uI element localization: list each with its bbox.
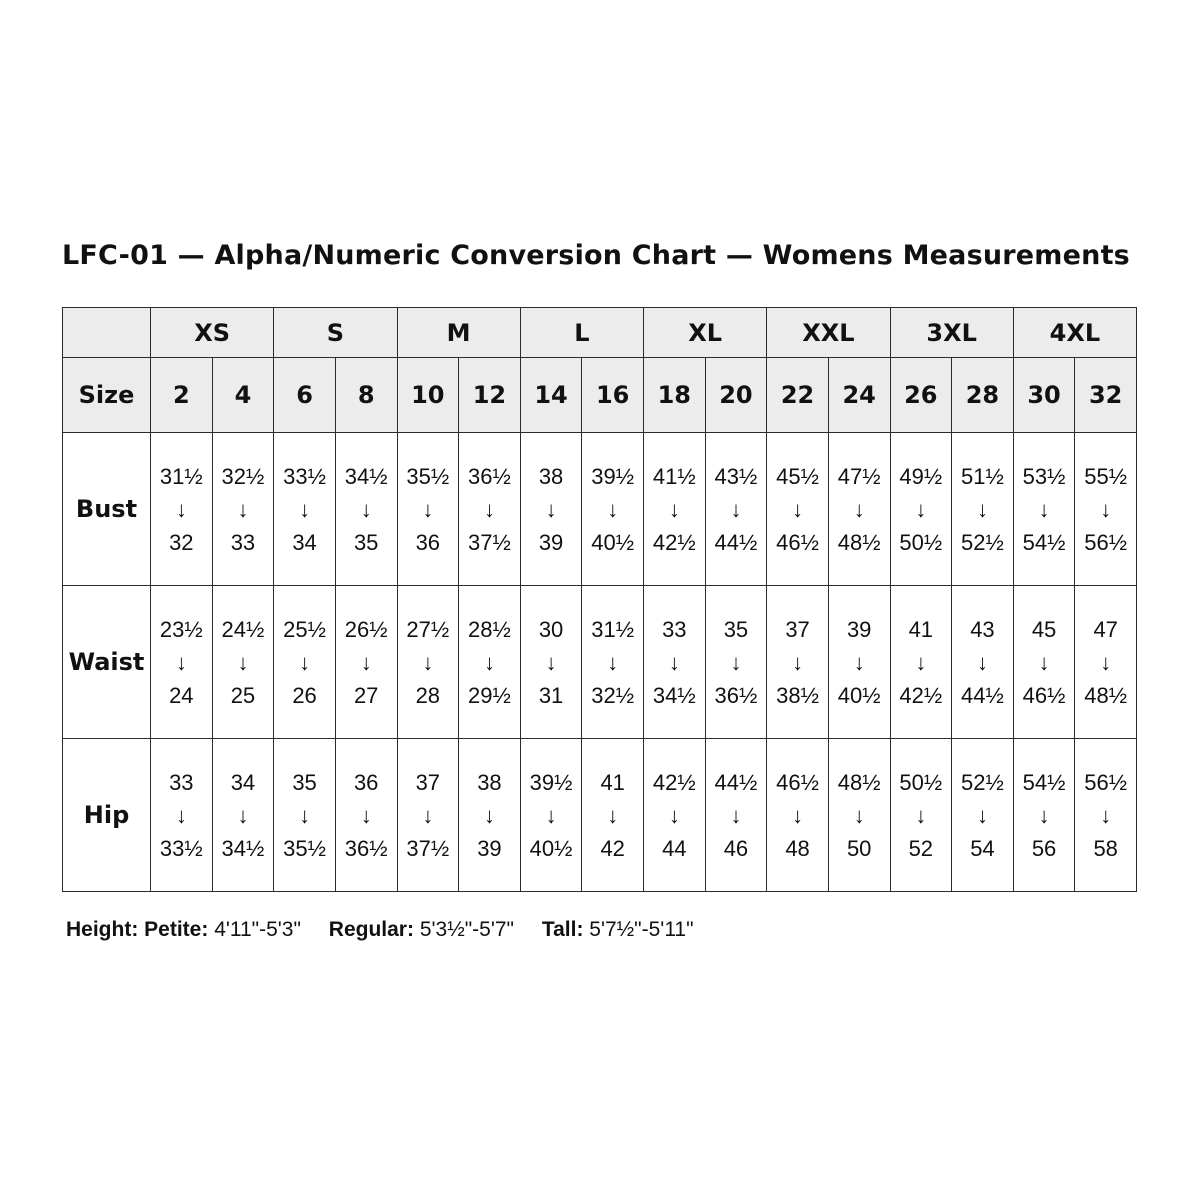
arrow-down-icon: ↓: [1038, 496, 1050, 522]
range-from: 26½: [344, 616, 388, 642]
measurement-row-hip: [63, 739, 1137, 892]
arrow-down-icon: ↓: [175, 496, 187, 522]
arrow-down-icon: ↓: [915, 649, 927, 675]
range-from: 41½: [652, 463, 696, 489]
measurement-range: [274, 613, 335, 712]
range-to: 42½: [899, 682, 943, 708]
arrow-down-icon: ↓: [299, 649, 311, 675]
arrow-down-icon: ↓: [915, 496, 927, 522]
table-body: [63, 308, 1137, 892]
measurement-cell: [828, 739, 890, 892]
measurement-cell: [582, 433, 644, 586]
measurement-range: [398, 766, 459, 865]
measurement-range: [829, 613, 890, 712]
numeric-size-header-row: [63, 358, 1137, 433]
range-to: 54: [970, 835, 995, 861]
measurement-range: [952, 613, 1013, 712]
alpha-size-header: XL: [644, 308, 767, 358]
measurement-row-label: Bust: [63, 433, 151, 586]
arrow-down-icon: ↓: [607, 649, 619, 675]
measurement-range: [706, 613, 767, 712]
range-from: 33½: [283, 463, 326, 489]
range-to: 42: [600, 835, 625, 861]
arrow-down-icon: ↓: [792, 496, 804, 522]
chart-title: LFC-01 — Alpha/Numeric Conversion Chart — Womens Measurements: [62, 240, 1130, 271]
numeric-size-header: 16: [582, 358, 644, 433]
range-from: 53½: [1022, 463, 1066, 489]
measurement-cell: [952, 433, 1014, 586]
measurement-range: [521, 613, 582, 712]
measurement-range: [398, 460, 459, 559]
measurement-cell: [767, 433, 829, 586]
range-from: 35: [723, 616, 749, 642]
range-to: 44½: [961, 682, 1004, 708]
measurement-range: [459, 613, 520, 712]
measurement-cell: [274, 586, 336, 739]
arrow-down-icon: ↓: [1100, 649, 1112, 675]
range-from: 37: [415, 769, 441, 795]
numeric-size-header: 26: [890, 358, 952, 433]
arrow-down-icon: ↓: [730, 802, 742, 828]
range-to: 40½: [837, 682, 881, 708]
range-to: 46½: [776, 529, 819, 555]
range-from: 35½: [406, 463, 450, 489]
range-from: 44½: [714, 769, 758, 795]
numeric-size-header: 6: [274, 358, 336, 433]
measurement-range: [706, 766, 767, 865]
measurement-range: [829, 460, 890, 559]
range-to: 36½: [344, 835, 388, 861]
arrow-down-icon: ↓: [237, 649, 249, 675]
alpha-size-header-row: [63, 308, 1137, 358]
measurement-cell: [644, 433, 706, 586]
range-to: 33: [230, 529, 256, 555]
size-conversion-table: [62, 307, 1137, 892]
range-from: 24½: [221, 616, 265, 642]
measurement-cell: [335, 586, 397, 739]
range-to: 54½: [1022, 529, 1066, 555]
range-from: 47: [1093, 616, 1118, 642]
measurement-range: [151, 613, 212, 712]
alpha-size-header: L: [520, 308, 643, 358]
range-from: 36: [353, 769, 379, 795]
range-to: 27: [353, 682, 379, 708]
petite-label: Height: Petite:: [66, 918, 209, 941]
measurement-range: [398, 613, 459, 712]
range-to: 35: [353, 529, 379, 555]
alpha-size-header: XXL: [767, 308, 890, 358]
arrow-down-icon: ↓: [545, 496, 557, 522]
arrow-down-icon: ↓: [668, 649, 680, 675]
numeric-size-header: 22: [767, 358, 829, 433]
height-regular: [329, 918, 514, 941]
tall-value: 5'7½"-5'11": [589, 918, 694, 941]
measurement-range: [1014, 613, 1075, 712]
arrow-down-icon: ↓: [422, 496, 434, 522]
arrow-down-icon: ↓: [1100, 496, 1112, 522]
measurement-cell: [582, 739, 644, 892]
measurement-cell: [767, 739, 829, 892]
arrow-down-icon: ↓: [175, 802, 187, 828]
range-from: 33: [169, 769, 194, 795]
arrow-down-icon: ↓: [237, 496, 249, 522]
height-petite: [66, 918, 301, 941]
measurement-cell: [705, 739, 767, 892]
numeric-size-header: 20: [705, 358, 767, 433]
numeric-size-header: 24: [828, 358, 890, 433]
range-to: 56½: [1084, 529, 1128, 555]
range-from: 51½: [961, 463, 1004, 489]
range-from: 41: [600, 769, 625, 795]
range-to: 44: [662, 835, 687, 861]
range-to: 39: [538, 529, 564, 555]
arrow-down-icon: ↓: [299, 496, 311, 522]
range-to: 33½: [159, 835, 203, 861]
arrow-down-icon: ↓: [668, 802, 680, 828]
range-from: 31½: [591, 616, 635, 642]
measurement-cell: [151, 739, 213, 892]
range-to: 25: [230, 682, 256, 708]
range-from: 48½: [837, 769, 881, 795]
range-from: 31½: [159, 463, 203, 489]
measurement-range: [582, 460, 643, 559]
range-to: 48: [785, 835, 810, 861]
arrow-down-icon: ↓: [607, 496, 619, 522]
range-from: 52½: [961, 769, 1004, 795]
measurement-cell: [890, 739, 952, 892]
arrow-down-icon: ↓: [730, 496, 742, 522]
arrow-down-icon: ↓: [360, 496, 372, 522]
range-to: 37½: [406, 835, 450, 861]
range-from: 34½: [344, 463, 388, 489]
range-to: 38½: [776, 682, 819, 708]
arrow-down-icon: ↓: [668, 496, 680, 522]
range-from: 45: [1031, 616, 1057, 642]
measurement-cell: [1075, 586, 1137, 739]
measurement-range: [336, 613, 397, 712]
range-from: 33: [662, 616, 687, 642]
arrow-down-icon: ↓: [1100, 802, 1112, 828]
arrow-down-icon: ↓: [299, 802, 311, 828]
range-from: 56½: [1084, 769, 1128, 795]
measurement-cell: [828, 586, 890, 739]
measurement-range: [767, 766, 828, 865]
measurement-range: [459, 766, 520, 865]
measurement-cell: [890, 433, 952, 586]
arrow-down-icon: ↓: [422, 649, 434, 675]
numeric-size-header: 4: [212, 358, 274, 433]
measurement-range: [582, 766, 643, 865]
measurement-cell: [1075, 433, 1137, 586]
measurement-cell: [397, 739, 459, 892]
measurement-range: [213, 613, 274, 712]
height-tall: [542, 918, 694, 941]
measurement-range: [891, 460, 952, 559]
range-from: 36½: [468, 463, 511, 489]
measurement-cell: [151, 586, 213, 739]
range-to: 26: [292, 682, 317, 708]
measurement-range: [1014, 460, 1075, 559]
arrow-down-icon: ↓: [976, 802, 988, 828]
measurement-cell: [520, 739, 582, 892]
measurement-cell: [212, 433, 274, 586]
measurement-range: [891, 766, 952, 865]
range-to: 24: [169, 682, 194, 708]
range-from: 38: [538, 463, 564, 489]
arrow-down-icon: ↓: [175, 649, 187, 675]
measurement-cell: [520, 433, 582, 586]
numeric-size-header: 10: [397, 358, 459, 433]
range-from: 32½: [221, 463, 265, 489]
measurement-cell: [767, 586, 829, 739]
numeric-size-header: 18: [644, 358, 706, 433]
range-to: 52: [908, 835, 934, 861]
measurement-cell: [1075, 739, 1137, 892]
range-from: 43½: [714, 463, 758, 489]
arrow-down-icon: ↓: [976, 496, 988, 522]
arrow-down-icon: ↓: [853, 649, 865, 675]
measurement-cell: [459, 739, 521, 892]
alpha-size-header: XS: [151, 308, 274, 358]
measurement-cell: [705, 586, 767, 739]
range-from: 42½: [652, 769, 696, 795]
range-to: 40½: [591, 529, 635, 555]
range-to: 50: [846, 835, 872, 861]
measurement-row-label: Waist: [63, 586, 151, 739]
corner-cell: [63, 308, 151, 358]
arrow-down-icon: ↓: [853, 496, 865, 522]
range-to: 36: [415, 529, 441, 555]
arrow-down-icon: ↓: [483, 649, 495, 675]
range-to: 28: [415, 682, 441, 708]
range-from: 39½: [529, 769, 573, 795]
measurement-cell: [890, 586, 952, 739]
range-to: 29½: [468, 682, 511, 708]
measurement-cell: [828, 433, 890, 586]
range-to: 32: [169, 529, 194, 555]
arrow-down-icon: ↓: [915, 802, 927, 828]
measurement-cell: [952, 739, 1014, 892]
measurement-range: [706, 460, 767, 559]
measurement-cell: [212, 739, 274, 892]
range-to: 46: [723, 835, 749, 861]
range-from: 46½: [776, 769, 819, 795]
range-to: 36½: [714, 682, 758, 708]
measurement-cell: [952, 586, 1014, 739]
arrow-down-icon: ↓: [545, 649, 557, 675]
alpha-size-header: S: [274, 308, 397, 358]
arrow-down-icon: ↓: [545, 802, 557, 828]
range-to: 34: [292, 529, 317, 555]
measurement-range: [767, 613, 828, 712]
range-to: 39: [477, 835, 502, 861]
measurement-range: [459, 460, 520, 559]
measurement-cell: [644, 739, 706, 892]
arrow-down-icon: ↓: [853, 802, 865, 828]
range-to: 56: [1031, 835, 1057, 861]
arrow-down-icon: ↓: [792, 802, 804, 828]
range-from: 50½: [899, 769, 943, 795]
measurement-range: [644, 613, 705, 712]
arrow-down-icon: ↓: [360, 802, 372, 828]
range-from: 54½: [1022, 769, 1066, 795]
measurement-cell: [151, 433, 213, 586]
alpha-size-header: M: [397, 308, 520, 358]
measurement-cell: [397, 433, 459, 586]
range-to: 32½: [591, 682, 635, 708]
range-to: 48½: [837, 529, 881, 555]
arrow-down-icon: ↓: [607, 802, 619, 828]
range-from: 39½: [591, 463, 635, 489]
range-to: 40½: [529, 835, 573, 861]
measurement-cell: [1013, 739, 1075, 892]
measurement-range: [151, 460, 212, 559]
measurement-range: [274, 460, 335, 559]
range-from: 34: [230, 769, 256, 795]
range-to: 58: [1093, 835, 1118, 861]
range-from: 43: [970, 616, 995, 642]
measurement-range: [213, 460, 274, 559]
numeric-size-header: 28: [952, 358, 1014, 433]
arrow-down-icon: ↓: [792, 649, 804, 675]
measurement-range: [829, 766, 890, 865]
measurement-cell: [1013, 586, 1075, 739]
measurement-row-bust: [63, 433, 1137, 586]
measurement-cell: [1013, 433, 1075, 586]
range-to: 48½: [1084, 682, 1128, 708]
regular-label: Regular:: [328, 918, 414, 941]
range-from: 35: [292, 769, 317, 795]
measurement-range: [582, 613, 643, 712]
numeric-size-header: 32: [1075, 358, 1137, 433]
measurement-row-waist: [63, 586, 1137, 739]
petite-value: 4'11"-5'3": [214, 918, 301, 941]
measurement-cell: [212, 586, 274, 739]
arrow-down-icon: ↓: [1038, 649, 1050, 675]
alpha-size-header: 3XL: [890, 308, 1013, 358]
measurement-range: [521, 766, 582, 865]
range-from: 27½: [406, 616, 450, 642]
measurement-range: [767, 460, 828, 559]
range-from: 28½: [468, 616, 511, 642]
range-to: 46½: [1022, 682, 1066, 708]
range-from: 37: [785, 616, 810, 642]
measurement-cell: [274, 739, 336, 892]
measurement-range: [1075, 613, 1136, 712]
measurement-range: [1075, 460, 1136, 559]
range-to: 52½: [961, 529, 1004, 555]
range-to: 34½: [221, 835, 265, 861]
measurement-cell: [335, 433, 397, 586]
numeric-size-header: 2: [151, 358, 213, 433]
measurement-range: [151, 766, 212, 865]
arrow-down-icon: ↓: [360, 649, 372, 675]
range-from: 41: [908, 616, 934, 642]
measurement-cell: [520, 586, 582, 739]
numeric-size-header: 12: [459, 358, 521, 433]
arrow-down-icon: ↓: [1038, 802, 1050, 828]
range-from: 23½: [159, 616, 203, 642]
arrow-down-icon: ↓: [483, 802, 495, 828]
numeric-size-header: 8: [335, 358, 397, 433]
measurement-cell: [397, 586, 459, 739]
height-legend: [66, 918, 716, 942]
measurement-cell: [705, 433, 767, 586]
arrow-down-icon: ↓: [237, 802, 249, 828]
range-to: 44½: [714, 529, 758, 555]
range-from: 49½: [899, 463, 943, 489]
range-to: 34½: [652, 682, 696, 708]
measurement-row-label: Hip: [63, 739, 151, 892]
measurement-cell: [459, 433, 521, 586]
measurement-range: [521, 460, 582, 559]
arrow-down-icon: ↓: [483, 496, 495, 522]
measurement-range: [644, 766, 705, 865]
range-to: 31: [538, 682, 564, 708]
range-from: 25½: [283, 616, 326, 642]
arrow-down-icon: ↓: [976, 649, 988, 675]
measurement-range: [1075, 766, 1136, 865]
measurement-range: [336, 460, 397, 559]
range-to: 37½: [468, 529, 511, 555]
regular-value: 5'3½"-5'7": [419, 918, 514, 941]
arrow-down-icon: ↓: [730, 649, 742, 675]
measurement-cell: [335, 739, 397, 892]
measurement-cell: [644, 586, 706, 739]
measurement-cell: [582, 586, 644, 739]
alpha-size-header: 4XL: [1013, 308, 1136, 358]
measurement-range: [952, 766, 1013, 865]
range-from: 45½: [776, 463, 819, 489]
range-from: 30: [538, 616, 564, 642]
numeric-size-header: 14: [520, 358, 582, 433]
numeric-size-header: 30: [1013, 358, 1075, 433]
measurement-range: [891, 613, 952, 712]
range-from: 55½: [1084, 463, 1128, 489]
arrow-down-icon: ↓: [422, 802, 434, 828]
range-to: 42½: [652, 529, 696, 555]
measurement-range: [213, 766, 274, 865]
measurement-range: [274, 766, 335, 865]
measurement-range: [336, 766, 397, 865]
measurement-range: [1014, 766, 1075, 865]
range-from: 39: [846, 616, 872, 642]
range-to: 35½: [283, 835, 326, 861]
range-from: 47½: [837, 463, 881, 489]
tall-label: Tall:: [541, 918, 584, 941]
measurement-cell: [459, 586, 521, 739]
range-to: 50½: [899, 529, 943, 555]
measurement-cell: [274, 433, 336, 586]
measurement-range: [644, 460, 705, 559]
range-from: 38: [477, 769, 502, 795]
size-row-label: Size: [63, 358, 151, 433]
measurement-range: [952, 460, 1013, 559]
